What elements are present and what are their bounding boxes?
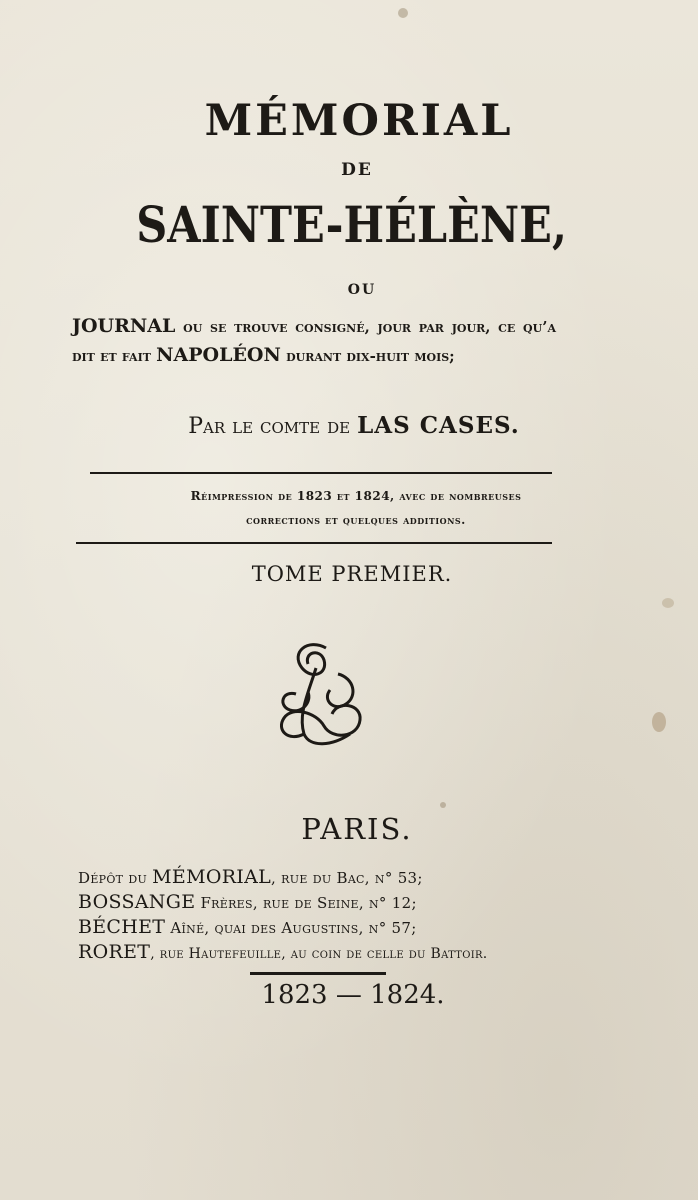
- publisher-line-2-after: Frères, rue de Seine, n° 12;: [195, 894, 417, 912]
- publisher-line-1-before: Dépôt du: [78, 869, 153, 887]
- publisher-line-2: [78, 891, 417, 913]
- publisher-name-2: BOSSANGE: [78, 891, 196, 913]
- foxing-spot: [440, 802, 446, 808]
- author-name: LAS CASES.: [357, 412, 520, 439]
- publisher-line-1-after: , rue du Bac, n° 53;: [271, 869, 423, 887]
- reimpression-line-1: Réimpression de 1823 et 1824, avec de nombreuses: [190, 489, 522, 503]
- publisher-name-3: BÉCHET: [78, 916, 166, 938]
- publisher-name-4: RORET: [78, 941, 151, 963]
- subtitle-word-napoleon: NAPOLÉON: [156, 344, 281, 366]
- title-ou: OU: [347, 282, 377, 298]
- subtitle-text-2: durant dix-huit mois;: [280, 347, 455, 365]
- publisher-line-3: [78, 916, 417, 938]
- subtitle-text-1: ou se trouve consigné, jour par jour, ce qu’a dit et fait: [72, 318, 556, 365]
- monogram-emblem: [268, 634, 368, 754]
- reimpression-note: [0, 484, 698, 532]
- subtitle-journal: [72, 312, 556, 370]
- title-de: DE: [341, 160, 373, 180]
- ornament-rule: [250, 972, 386, 975]
- publisher-line-1: [78, 866, 423, 888]
- city-paris: PARIS.: [301, 812, 413, 846]
- author-line: [0, 412, 698, 439]
- author-prefix: Par le comte de: [188, 414, 358, 439]
- publisher-line-3-after: Aîné, quai des Augustins, n° 57;: [165, 919, 417, 937]
- reimpression-line-2: corrections et quelques additions.: [246, 513, 466, 527]
- foxing-spot: [662, 598, 674, 608]
- foxing-spot: [652, 712, 666, 732]
- publisher-line-4-after: , rue Hautefeuille, au coin de celle du Battoir.: [150, 946, 488, 962]
- title-memorial: MÉMORIAL: [204, 96, 514, 146]
- top-rule: [90, 472, 552, 474]
- tome-label: TOME PREMIER.: [251, 562, 453, 586]
- foxing-spot: [398, 8, 408, 18]
- publisher-line-4: [78, 941, 488, 963]
- publication-years: 1823 — 1824.: [261, 980, 445, 1010]
- bottom-rule: [76, 542, 552, 544]
- monogram-letter: L: [317, 746, 319, 747]
- subtitle-word-journal: JOURNAL: [72, 315, 176, 337]
- title-sainte-helene: SAINTE-HÉLÈNE,: [136, 195, 567, 254]
- publisher-name-1: MÉMORIAL: [152, 866, 272, 888]
